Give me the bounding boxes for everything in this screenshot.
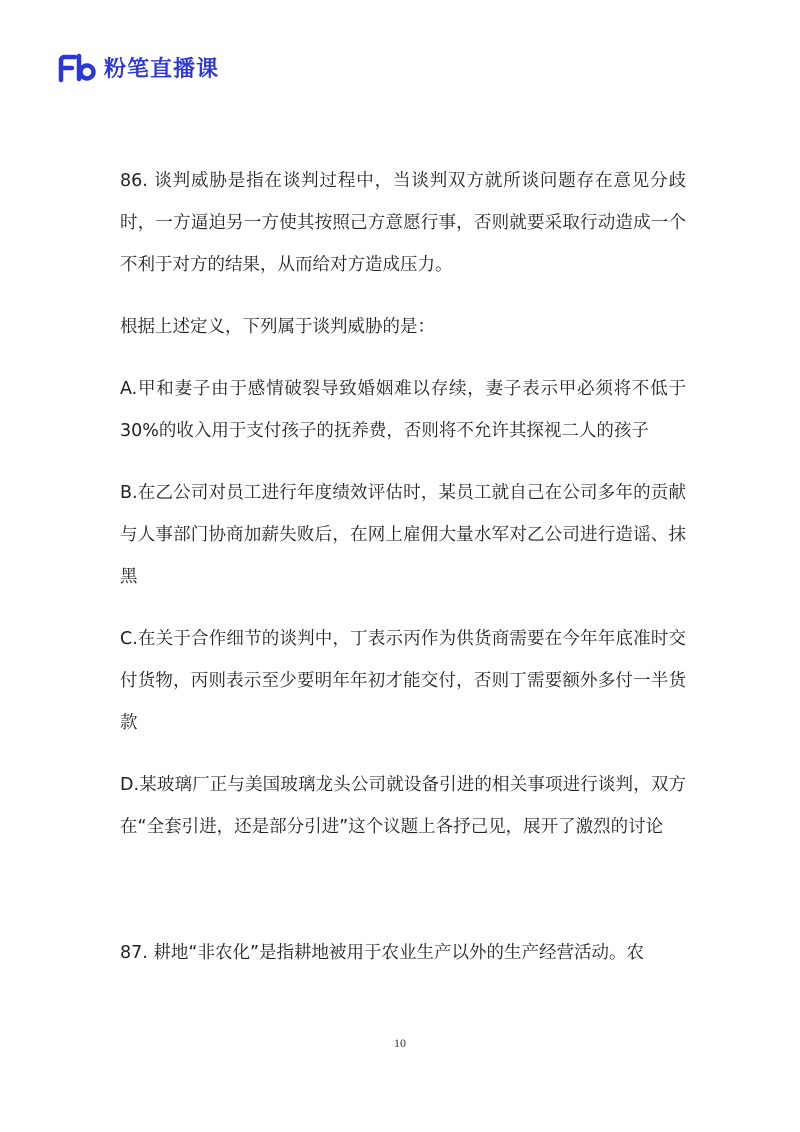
question-86-prompt: 根据上述定义，下列属于谈判威胁的是：: [120, 317, 435, 337]
option-a: A.甲和妻子由于感情破裂导致婚姻难以存续，妻子表示甲必须将不低于30%的收入用于支付孩子的抚养费，否则将不允许其探视二人的孩子: [120, 379, 686, 441]
fenbi-fb-logo-icon: [58, 53, 98, 83]
header: [58, 52, 219, 83]
document-body: [120, 160, 686, 994]
question-86-stem: 86. 谈判威胁是指在谈判过程中，当谈判双方就所谈问题存在意见分歧时，一方逼迫另一方使其按照己方意愿行事，否则就要采取行动造成一个不利于对方的结果，从而给对方造成压力。: [120, 171, 686, 275]
spacer: [120, 868, 686, 932]
option-c: C.在关于合作细节的谈判中，丁表示丙作为供货商需要在今年年底准时交付货物，丙则表示至少要明年年初才能交付，否则丁需要额外多付一半货款: [120, 629, 686, 733]
option-d: D.某玻璃厂正与美国玻璃龙头公司就设备引进的相关事项进行谈判，双方在“全套引进，还是部分引进”这个议题上各抒己见，展开了激烈的讨论: [120, 775, 686, 837]
page-number: 10: [394, 1036, 406, 1050]
question-87-stem: 87. 耕地“非农化”是指耕地被用于农业生产以外的生产经营活动。农: [120, 943, 645, 963]
brand-name: 粉笔直播课: [104, 57, 220, 82]
option-b: B.在乙公司对员工进行年度绩效评估时，某员工就自己在公司多年的贡献与人事部门协商加薪失败后，在网上雇佣大量水军对乙公司进行造谣、抹黑: [120, 483, 686, 587]
